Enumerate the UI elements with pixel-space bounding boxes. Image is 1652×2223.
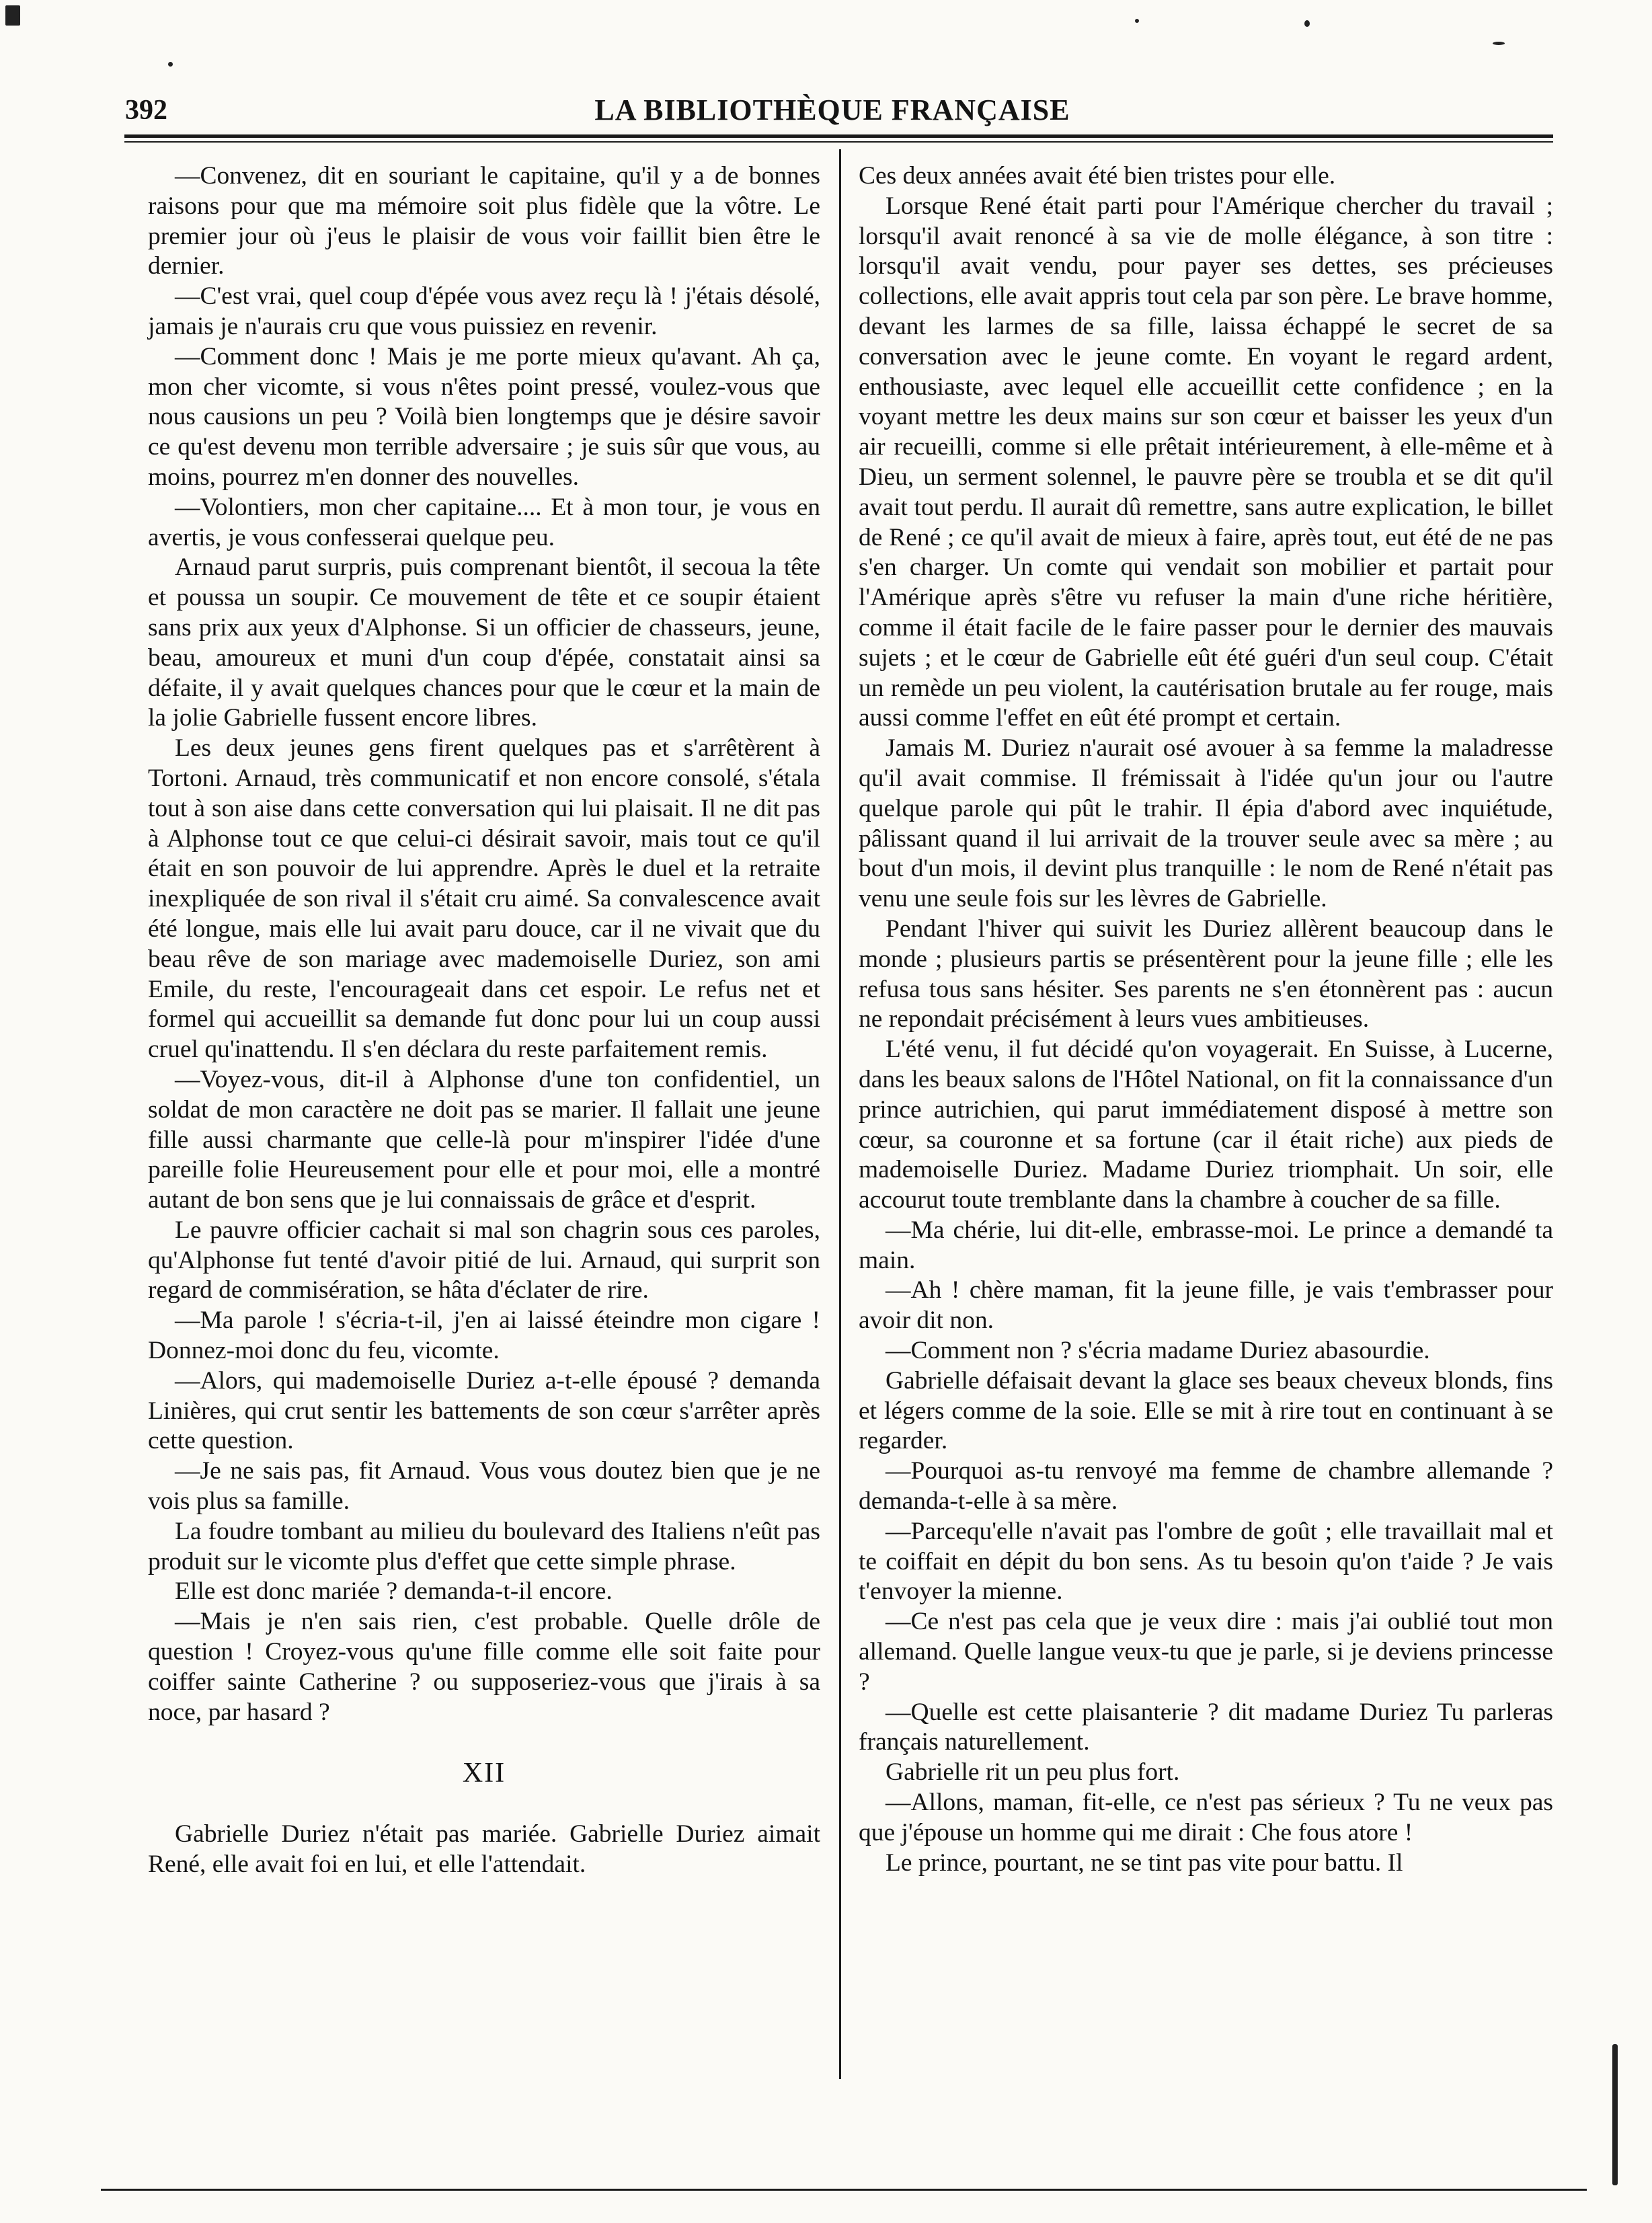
paragraph: —Alors, qui mademoiselle Duriez a-t-elle épousé ? demanda Linières, qui crut sentir les battements de son cœur s'arrêter après cette question. [148,1366,820,1455]
header-rule-thin [124,141,1553,143]
paragraph: —Ce n'est pas cela que je veux dire : mais j'ai oublié tout mon allemand. Quelle langue veux-tu que je parle, si je deviens princesse ? [859,1608,1553,1696]
page-header [113,89,1552,136]
scan-speck [1135,19,1139,23]
running-title: LA BIBLIOTHÈQUE FRANÇAISE [594,93,1070,126]
paragraph: Pendant l'hiver qui suivit les Duriez allèrent beaucoup dans le monde ; plusieurs partis se présentèrent pour la jeune fille ; elle les refusa tous sans hésiter. Ses parents ne s'en étonnèrent pas : aucun ne repondait précisément à leurs vues ambitieuses. [859,914,1553,1034]
paragraph: —Ma parole ! s'écria-t-il, j'en ai laissé éteindre mon cigare ! Donnez-moi donc du feu, vicomte. [148,1306,820,1365]
scan-speck [5,5,20,26]
scan-speck [168,62,173,67]
paragraph: —Allons, maman, fit-elle, ce n'est pas sérieux ? Tu ne veux pas que j'épouse un homme qui me dirait : Che fous atore ! [859,1789,1553,1846]
paragraph: —Ah ! chère maman, fit la jeune fille, je vais t'embrasser pour avoir dit non. [859,1276,1553,1335]
chapter-heading: XII [462,1758,506,1789]
paragraph: —Volontiers, mon cher capitaine.... Et à mon tour, je vous en avertis, je vous confesserai quelque peu. [148,493,820,551]
paragraph: —Parcequ'elle n'avait pas l'ombre de goût ; elle travaillait mal et te coiffait en dépit du bon sens. As tu besoin qu'on t'aide ? Je vais t'envoyer la mienne. [859,1517,1553,1606]
paragraph: Elle est donc mariée ? demanda-t-il encore. [175,1577,613,1606]
paragraph: Gabrielle Duriez n'était pas mariée. Gabrielle Duriez aimait René, elle avait foi en lui, et elle l'attendait. [148,1820,820,1879]
paragraph: Lorsque René était parti pour l'Amérique chercher du travail ; lorsqu'il avait renoncé à sa vie de molle élégance, à son titre : lorsqu'il avait vendu, pour payer ses dettes, ses précieuses collections, elle avait appris tout cela par son père. Le brave homme, devant les larmes de sa fille, laissa échappé le secret de sa conversation avec le jeune comte. En voyant le regard ardent, enthousiaste, avec lequel elle accueillit cette confidence ; en la voyant mettre les deux mains sur son cœur et baisser les yeux d'un air recueilli, comme si elle prêtait intérieurement, à elle-même et à Dieu, un serment solennel, le pauvre père se troubla et se dit qu'il avait tout perdu. Il aurait dû remettre, sans autre explication, le billet de René ; ce qu'il avait de mieux à faire, après tout, eut été de ne pas s'en charger. Un comte qui vendait son mobilier et partait pour l'Amérique après s'être vu refuser la main d'une riche héritière, comme il était facile de le faire passer pour le dernier des mauvais sujets ; et le cœur de Gabrielle eût été guéri d'un seul coup. C'était un remède un peu violent, la cautérisation brutale au fer rouge, mais aussi comme l'effet en eût été prompt et certain. [859,192,1553,732]
paragraph: Les deux jeunes gens firent quelques pas et s'arrêtèrent à Tortoni. Arnaud, très communicatif et non encore consolé, s'étala tout à son aise dans cette conversation qui lui plaisait. Il ne dit pas à Alphonse tout ce que celui-ci désirait savoir, mais tout ce qu'il était en son pouvoir de lui apprendre. Après le duel et la retraite inexpliquée de son rival il s'était cru aimé. Sa convalescence avait été longue, mais elle lui avait paru douce, car il ne vivait que du beau rêve de son mariage avec mademoiselle Duriez, son ami Emile, du reste, l'encourageait dans cet espoir. Le refus net et formel qui accueillit sa demande fut donc pour lui un coup aussi cruel qu'inattendu. Il s'en déclara du reste parfaitement remis. [148,734,820,1064]
paragraph: Le pauvre officier cachait si mal son chagrin sous ces paroles, qu'Alphonse fut tenté d'avoir pitié de lui. Arnaud, qui surprit son regard de commisération, se hâta d'éclater de rire. [148,1216,820,1304]
paragraph: —Pourquoi as-tu renvoyé ma femme de chambre allemande ? demanda-t-elle à sa mère. [859,1457,1553,1516]
paragraph: —Comment donc ! Mais je me porte mieux qu'avant. Ah ça, mon cher vicomte, si vous n'êtes point pressé, voulez-vous que nous causions un peu ? Voilà bien longtemps que je désire savoir ce qu'est devenu mon terrible adversaire ; je suis sûr que vous, au moins, pourrez m'en donner des nouvelles. [148,342,820,491]
column-divider [839,149,841,2079]
paragraph: Jamais M. Duriez n'aurait osé avouer à sa femme la maladresse qu'il avait commise. Il frémissait à l'idée qu'un jour ou l'autre quelque parole qui pût le trahir. Il épia d'abord avec inquiétude, pâlissant quand il lui arrivait de la trouver seule avec sa mère ; au bout d'un mois, il devint plus tranquille : le nom de René n'était pas venu une seule fois sur les lèvres de Gabrielle. [859,734,1553,913]
right-column [859,161,1553,1878]
footer-rule [101,2189,1587,2191]
paragraph: Gabrielle rit un peu plus fort. [886,1758,1180,1787]
paragraph: —Comment non ? s'écria madame Duriez abasourdie. [886,1337,1430,1365]
paragraph: —Ma chérie, lui dit-elle, embrasse-moi. Le prince a demandé ta main. [859,1216,1553,1274]
paragraph: Arnaud parut surpris, puis comprenant bientôt, il secoua la tête et poussa un soupir. Ce mouvement de tête et ce soupir étaient sans prix aux yeux d'Alphonse. Si un officier de chasseurs, jeune, beau, amoureux et muni d'un coup d'épée, constatait ainsi sa défaite, il y avait quelques chances pour que le cœur et la main de la jolie Gabrielle fussent encore libres. [148,553,820,732]
paragraph: —Voyez-vous, dit-il à Alphonse d'une ton confidentiel, un soldat de mon caractère ne doit pas se marier. Il fallait une jeune fille aussi charmante que celle-là pour m'inspirer l'idée d'une pareille folie Heureusement pour elle et pour moi, elle a montré autant de bon sens que je lui connaissais de grâce et d'esprit. [148,1065,820,1214]
paragraph: —Convenez, dit en souriant le capitaine, qu'il y a de bonnes raisons pour que ma mémoire soit plus fidèle que la vôtre. Le premier jour où j'eus le plaisir de vous voir faillit bien être le dernier. [148,162,820,280]
paragraph: L'été venu, il fut décidé qu'on voyagerait. En Suisse, à Lucerne, dans les beaux salons de l'Hôtel National, on fit la connaissance d'un prince autrichien, qui parut immédiatement disposé à mettre son cœur, sa couronne et sa fortune (car il était riche) aux pieds de mademoiselle Duriez. Madame Duriez triomphait. Un soir, elle accourut toute tremblante dans la chambre à coucher de sa fille. [859,1036,1553,1214]
paragraph: Ces deux années avait été bien tristes pour elle. [859,162,1336,190]
left-column [148,161,820,1880]
paragraph: —Je ne sais pas, fit Arnaud. Vous vous doutez bien que je ne vois plus sa famille. [148,1457,820,1516]
header-rule-thick [124,134,1553,138]
paragraph: La foudre tombant au milieu du boulevard des Italiens n'eût pas produit sur le vicomte plus d'effet que cette simple phrase. [148,1517,820,1575]
paragraph: Gabrielle défaisait devant la glace ses beaux cheveux blonds, fins et légers comme de la soie. Elle se mit à rire tout en continuant à se regarder. [859,1366,1553,1455]
paragraph: —Mais je n'en sais rien, c'est probable. Quelle drôle de question ! Croyez-vous qu'une fille comme elle soit faite pour coiffer sainte Catherine ? ou supposeriez-vous que j'irais à sa noce, par hasard ? [148,1608,820,1726]
page-number: 392 [125,95,167,126]
scan-speck [1304,20,1310,27]
paragraph: —Quelle est cette plaisanterie ? dit madame Duriez Tu parleras français naturellement. [859,1698,1553,1756]
paragraph: Le prince, pourtant, ne se tint pas vite pour battu. Il [886,1848,1403,1877]
scan-speck [1612,2044,1618,2185]
paragraph: —C'est vrai, quel coup d'épée vous avez reçu là ! j'étais désolé, jamais je n'aurais cru que vous puissiez en revenir. [148,282,820,340]
scan-speck [1493,42,1505,45]
